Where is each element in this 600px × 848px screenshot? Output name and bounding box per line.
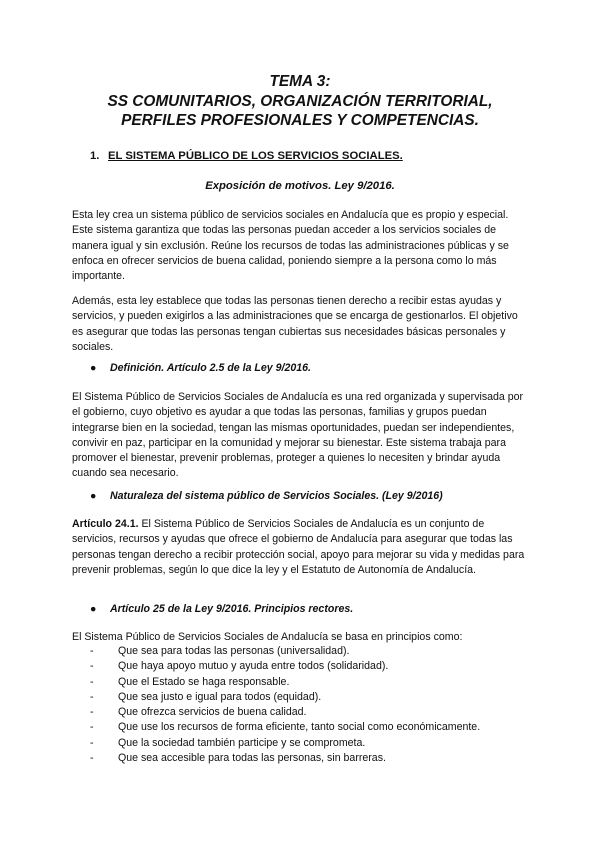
section-number: 1. [90, 150, 100, 162]
list-item: - Que el Estado se haga responsable. [90, 675, 528, 690]
principios-list [90, 644, 528, 766]
definicion-heading-text: Definición. Artículo 2.5 de la Ley 9/2016. [110, 362, 311, 374]
dash-icon: - [90, 660, 94, 673]
dash-icon: - [90, 690, 94, 703]
list-item: - Que sea accesible para todas las personas, sin barreras. [90, 751, 528, 766]
list-item: - Que la sociedad también participe y se comprometa. [90, 736, 528, 751]
naturaleza-paragraph-text: El Sistema Público de Servicios Sociales de Andalucía es un conjunto de servicios, recursos y ayudas que ofrece el gobierno de Andalucía para asegurar que todas las personas tengan derecho a recibir protección social, apoyo para mejorar su vida y medidas para prevenir problemas, según lo que dice la ley y el Estatuto de Autonomía de Andalucía. [72, 518, 525, 576]
exposicion-heading: Exposición de motivos. Ley 9/2016. [205, 180, 395, 192]
dash-icon: - [90, 645, 94, 657]
document-title [72, 72, 528, 131]
exposicion-paragraph-2: Además, esta ley establece que todas las personas tienen derecho a recibir estas ayudas y servicios, y pueden exigirlos a las administraciones que se encarga de gestionarlos. El objetivo es asegurar que todas las personas tengan cubiertas sus necesidades básicas personales y sociales. [72, 295, 518, 353]
list-item: - Que haya apoyo mutuo y ayuda entre todos (solidaridad). [90, 659, 528, 674]
title-line-3: PERFILES PROFESIONALES Y COMPETENCIAS. [121, 112, 479, 129]
list-item: - Que sea justo e igual para todos (equidad). [90, 690, 528, 705]
list-item: - Que use los recursos de forma eficiente, tanto social como económicamente. [90, 720, 528, 735]
bullet-icon: ● [90, 603, 97, 615]
principios-heading [90, 603, 528, 615]
list-item: - Que ofrezca servicios de buena calidad. [90, 705, 528, 720]
definicion-paragraph: El Sistema Público de Servicios Sociales de Andalucía es una red organizada y supervisada por el gobierno, cuyo objetivo es ayudar a que todas las personas, familias y grupos puedan integrarse bien en la sociedad, tengan las mismas oportunidades, puedan ser independientes, convivir en paz, participar en la comunidad y mejorar su bienestar. Este sistema trabaja para promover el bienestar, prevenir problemas, proteger a quienes lo necesiten y brindar ayuda cuando sea necesario. [72, 391, 524, 480]
naturaleza-heading [90, 490, 528, 502]
title-line-1: TEMA 3: [269, 73, 331, 90]
definicion-heading [90, 362, 528, 374]
dash-icon: - [90, 721, 94, 734]
section-heading-text: EL SISTEMA PÚBLICO DE LOS SERVICIOS SOCIALES. [108, 150, 403, 162]
principios-heading-text: Artículo 25 de la Ley 9/2016. Principios rectores. [110, 603, 354, 615]
dash-icon: - [90, 752, 94, 765]
exposicion-paragraph-1: Esta ley crea un sistema público de servicios sociales en Andalucía que es propio y especial. Este sistema garantiza que todas las personas puedan acceder a los servicios sociales de manera igual y sin exclusión. Reúne los recursos de todas las administraciones públicas y se enfoca en ofrecer servicios de buena calidad, poniendo siempre a la persona como lo más importante. [72, 209, 509, 283]
bullet-icon: ● [90, 490, 97, 502]
article-label: Artículo 24.1. [72, 518, 139, 530]
naturaleza-heading-text: Naturaleza del sistema público de Servicios Sociales. (Ley 9/2016) [110, 490, 443, 502]
principios-intro: El Sistema Público de Servicios Sociales de Andalucía se basa en principios como: [72, 631, 463, 643]
dash-icon: - [90, 675, 94, 688]
dash-icon: - [90, 736, 94, 749]
section-heading [90, 150, 403, 162]
title-line-2: SS COMUNITARIOS, ORGANIZACIÓN TERRITORIAL, [107, 92, 493, 110]
dash-icon: - [90, 706, 94, 719]
naturaleza-paragraph [72, 517, 528, 578]
bullet-icon: ● [90, 362, 97, 374]
list-item: - Que sea para todas las personas (universalidad). [90, 644, 528, 659]
